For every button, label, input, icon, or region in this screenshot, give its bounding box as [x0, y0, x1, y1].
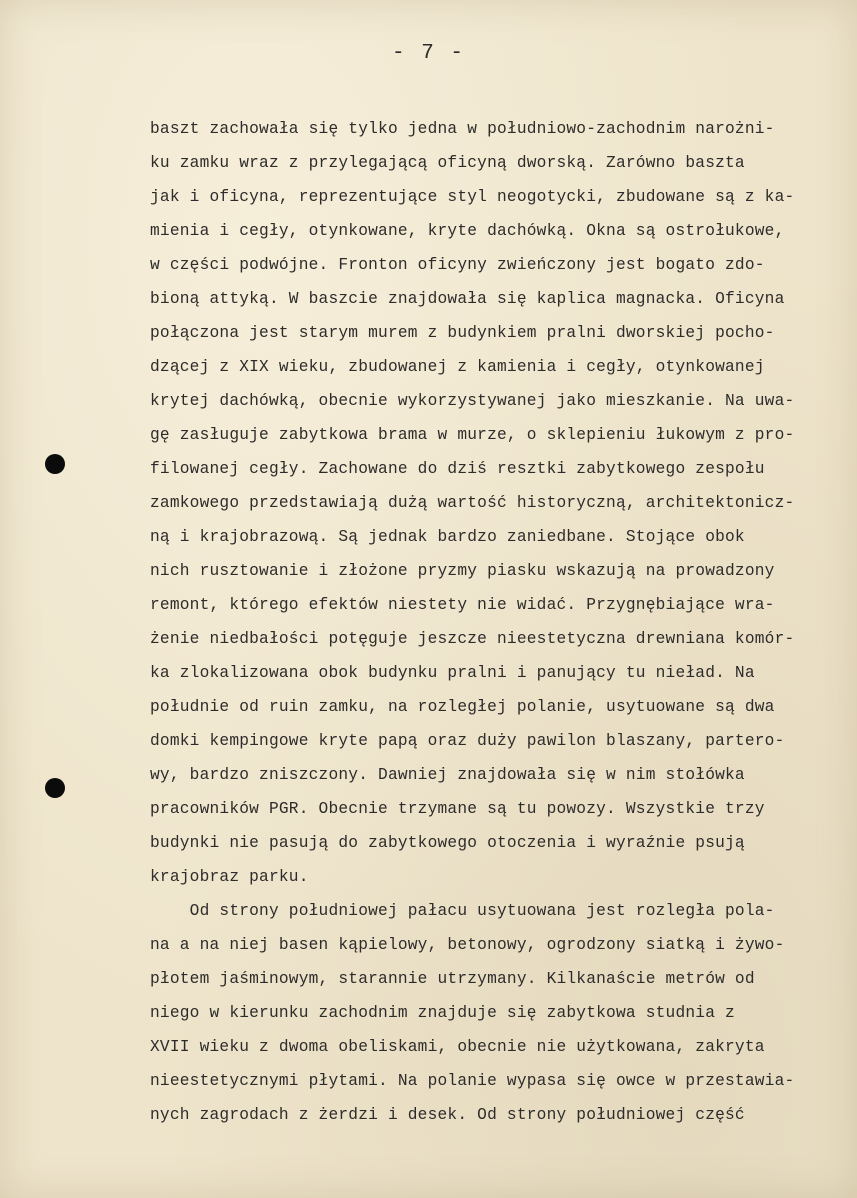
text-line: nych zagrodach z żerdzi i desek. Od strony południowej część — [150, 1106, 745, 1124]
text-line: niego w kierunku zachodnim znajduje się zabytkowa studnia z — [150, 1004, 735, 1022]
text-line: krytej dachówką, obecnie wykorzystywanej jako mieszkanie. Na uwa- — [150, 392, 795, 410]
text-line: jak i oficyna, reprezentujące styl neogotycki, zbudowane są z ka- — [150, 188, 795, 206]
text-line: ną i krajobrazową. Są jednak bardzo zaniedbane. Stojące obok — [150, 528, 745, 546]
text-line: bioną attyką. W baszcie znajdowała się kaplica magnacka. Oficyna — [150, 290, 785, 308]
text-line: nich rusztowanie i złożone pryzmy piasku wskazują na prowadzony — [150, 562, 775, 580]
text-line: pracowników PGR. Obecnie trzymane są tu powozy. Wszystkie trzy — [150, 800, 765, 818]
text-line: wy, bardzo zniszczony. Dawniej znajdowała się w nim stołówka — [150, 766, 745, 784]
text-line: południe od ruin zamku, na rozległej polanie, usytuowane są dwa — [150, 698, 775, 716]
text-line: nieestetycznymi płytami. Na polanie wypasa się owce w przestawia- — [150, 1072, 795, 1090]
text-line: budynki nie pasują do zabytkowego otoczenia i wyraźnie psują — [150, 834, 745, 852]
punch-hole — [45, 778, 65, 798]
text-line: Od strony południowej pałacu usytuowana jest rozległa pola- — [150, 902, 775, 920]
text-line: ka zlokalizowana obok budynku pralni i panujący tu nieład. Na — [150, 664, 755, 682]
text-line: na a na niej basen kąpielowy, betonowy, ogrodzony siatką i żywo- — [150, 936, 785, 954]
text-line: w części podwójne. Fronton oficyny zwieńczony jest bogato zdo- — [150, 256, 765, 274]
text-line: ku zamku wraz z przylegającą oficyną dworską. Zarówno baszta — [150, 154, 745, 172]
text-line: dzącej z XIX wieku, zbudowanej z kamienia i cegły, otynkowanej — [150, 358, 765, 376]
text-line: mienia i cegły, otynkowane, kryte dachówką. Okna są ostrołukowe, — [150, 222, 785, 240]
text-line: domki kempingowe kryte papą oraz duży pawilon blaszany, partero- — [150, 732, 785, 750]
punch-hole — [45, 454, 65, 474]
text-line: gę zasługuje zabytkowa brama w murze, o sklepieniu łukowym z pro- — [150, 426, 795, 444]
text-line: filowanej cegły. Zachowane do dziś resztki zabytkowego zespołu — [150, 460, 765, 478]
text-line: żenie niedbałości potęguje jeszcze nieestetyczna drewniana komór- — [150, 630, 795, 648]
page-number: - 7 - — [391, 42, 465, 65]
text-line: zamkowego przedstawiają dużą wartość historyczną, architektonicz- — [150, 494, 795, 512]
text-line: krajobraz parku. — [150, 868, 309, 886]
text-line: połączona jest starym murem z budynkiem pralni dworskiej pocho- — [150, 324, 775, 342]
body-text — [150, 112, 840, 1132]
text-line: XVII wieku z dwoma obeliskami, obecnie nie użytkowana, zakryta — [150, 1038, 765, 1056]
text-line: płotem jaśminowym, starannie utrzymany. Kilkanaście metrów od — [150, 970, 755, 988]
text-line: baszt zachowała się tylko jedna w południowo-zachodnim narożni- — [150, 120, 775, 138]
text-line: remont, którego efektów niestety nie widać. Przygnębiające wra- — [150, 596, 775, 614]
